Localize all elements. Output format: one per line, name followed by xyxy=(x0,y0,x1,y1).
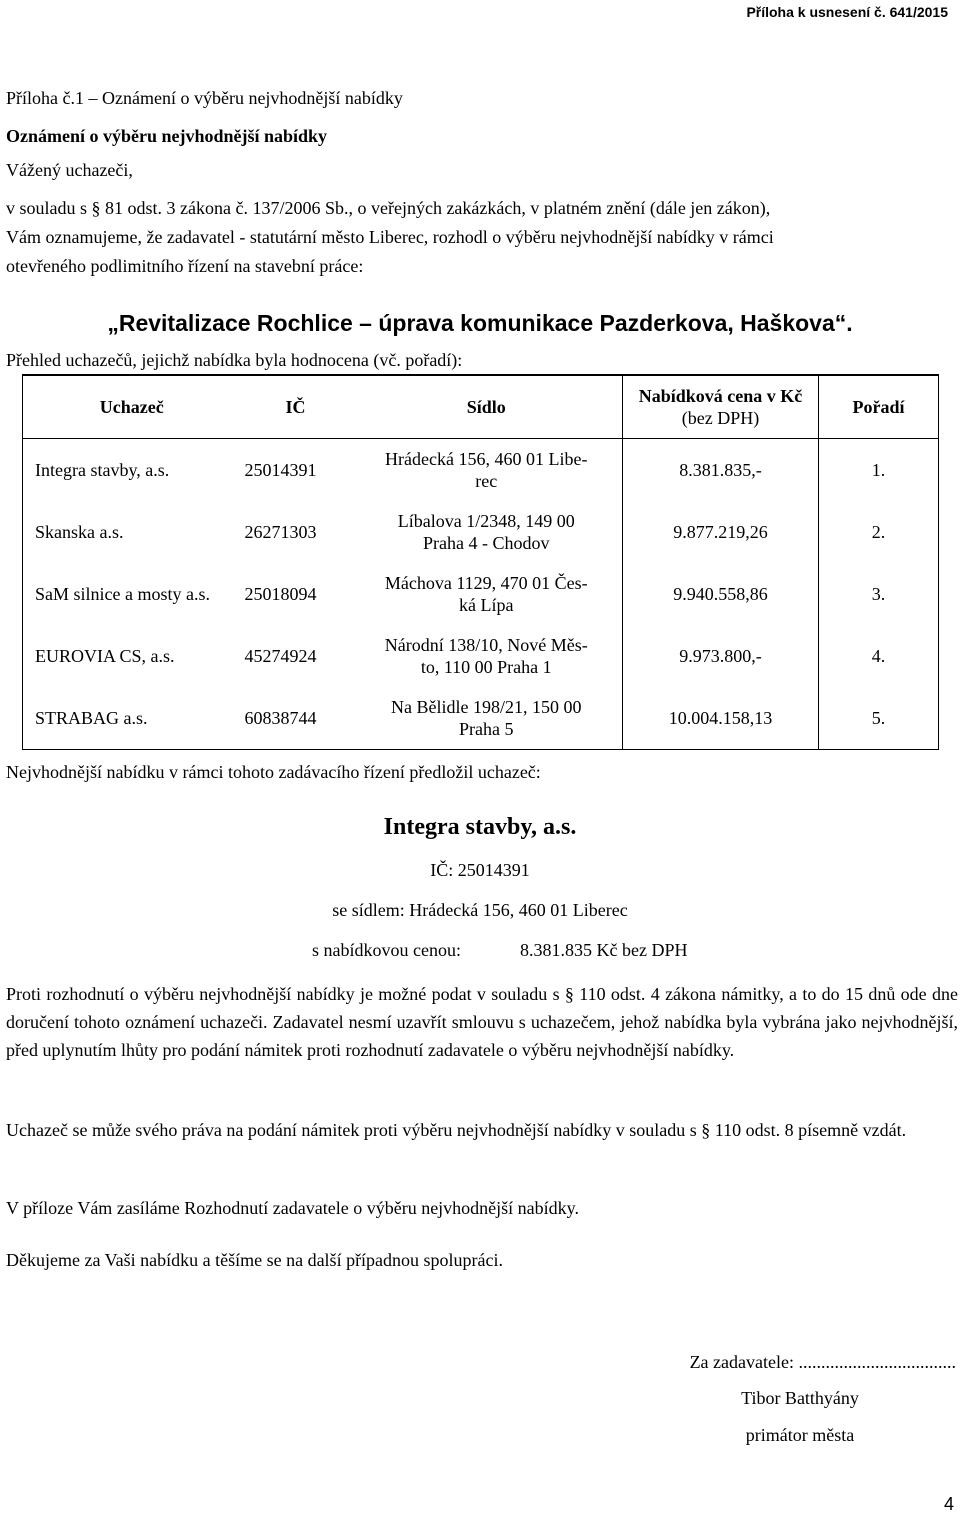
thanks-paragraph: Děkujeme za Vaši nabídku a těšíme se na další případnou spolupráci. xyxy=(6,1250,504,1270)
objection-paragraph: Proti rozhodnutí o výběru nejvhodnější nabídky je možné podat v souladu s § 110 odst. 4 zákona námitky, a to do 15 dnů ode dne doručení tohoto oznámení uchazeči. Zadavatel nesmí uzavřít smlouvu s uchazečem, jehož nabídka byla vybrána jako nejvhodnější, před uplynutím lhůty pro podání námitek proti rozhodnutí zadavatele o výběru nejvhodnější nabídky. xyxy=(6,984,958,1060)
attachment-title: Příloha č.1 – Oznámení o výběru nejvhodnější nabídky xyxy=(6,88,403,108)
overview-label: Přehled uchazečů, jejichž nabídka byla hodnocena (vč. pořadí): xyxy=(6,350,463,370)
bidder-ic: 60838744 xyxy=(241,687,351,750)
bid-price: 9.973.800,- xyxy=(623,625,819,687)
bidder-name-text: SaM silnice a mosty a.s. xyxy=(35,584,210,604)
attachment-paragraph: V příloze Vám zasíláme Rozhodnutí zadavatele o výběru nejvhodnější nabídky. xyxy=(6,1198,580,1218)
seat-line-2: Praha 5 xyxy=(459,719,514,739)
bidder-ic: 26271303 xyxy=(244,522,317,542)
bidder-name: Integra stavby, a.s. xyxy=(23,439,241,502)
bid-price: 10.004.158,13 xyxy=(623,687,819,750)
header-rank: Pořadí xyxy=(819,375,939,439)
bidder-name: EUROVIA CS, a.s. xyxy=(23,625,241,687)
table-row xyxy=(23,625,939,687)
waiver-paragraph: Uchazeč se může svého práva na podání námitek proti výběru nejvhodnější nabídky v souladu s § 110 odst. 8 písemně vzdát. xyxy=(6,1120,907,1140)
header-price-line-2: (bez DPH) xyxy=(681,408,760,428)
bid-rank: 3. xyxy=(819,563,939,625)
bid-rank: 2. xyxy=(819,501,939,563)
winner-seat: se sídlem: Hrádecká 156, 460 01 Liberec xyxy=(332,900,628,920)
seat-line-1: Hrádecká 156, 460 01 Libe- xyxy=(385,449,588,469)
bid-price: 9.940.558,86 xyxy=(623,563,819,625)
seat-line-1: Na Bělidle 198/21, 150 00 xyxy=(391,697,582,717)
intro-line-3: otevřeného podlimitního řízení na stavební práce: xyxy=(6,256,364,276)
winner-name: Integra stavby, a.s. xyxy=(383,814,577,840)
winner-price-label: s nabídkovou cenou: xyxy=(312,940,461,960)
signatory-role: primátor města xyxy=(745,1425,855,1445)
bidder-name xyxy=(23,563,241,625)
seat-line-2: to, 110 00 Praha 1 xyxy=(420,657,552,677)
header-seat: Sídlo xyxy=(351,375,623,439)
table-row xyxy=(23,687,939,750)
bid-rank: 4. xyxy=(819,625,939,687)
seat-line-2: Praha 4 - Chodov xyxy=(423,533,550,553)
bidder-seat xyxy=(351,439,623,502)
bidder-seat xyxy=(351,687,623,750)
winner-price-value: 8.381.835 Kč bez DPH xyxy=(520,940,688,960)
salutation: Vážený uchazeči, xyxy=(6,160,133,180)
bidder-ic: 25014391 xyxy=(244,460,317,480)
table-header-row xyxy=(23,375,939,439)
winner-ic: IČ: 25014391 xyxy=(430,860,530,880)
bidder-name: Skanska a.s. xyxy=(23,501,241,563)
page-number: 4 xyxy=(943,1494,954,1514)
seat-line-2: rec xyxy=(475,471,498,491)
bidder-seat xyxy=(351,563,623,625)
bidder-seat xyxy=(351,625,623,687)
header-price-line-1: Nabídková cena v Kč xyxy=(638,386,803,406)
signature-for-label: Za zadavatele: ................................... xyxy=(689,1352,956,1372)
header-ic: IČ xyxy=(241,375,351,439)
offers-table xyxy=(22,374,939,750)
bidder-ic: 25018094 xyxy=(244,584,317,604)
header-price xyxy=(623,375,819,439)
document-heading: Oznámení o výběru nejvhodnější nabídky xyxy=(6,126,328,146)
bidder-ic: 45274924 xyxy=(244,646,317,666)
seat-line-2: ká Lípa xyxy=(459,595,514,615)
seat-line-1: Líbalova 1/2348, 149 00 xyxy=(397,511,575,531)
bid-price: 9.877.219,26 xyxy=(623,501,819,563)
seat-line-1: Máchova 1129, 470 01 Čes- xyxy=(384,573,588,593)
signatory-name: Tibor Batthyány xyxy=(741,1388,859,1408)
header-bidder: Uchazeč xyxy=(23,375,241,439)
winner-intro: Nejvhodnější nabídku v rámci tohoto zadávacího řízení předložil uchazeč: xyxy=(6,762,541,782)
contract-title: „Revitalizace Rochlice – úprava komunikace Pazderkova, Haškova“. xyxy=(107,310,853,336)
bidder-name: STRABAG a.s. xyxy=(23,687,241,750)
table-row xyxy=(23,439,939,502)
bid-price: 8.381.835,- xyxy=(623,439,819,502)
bidder-seat xyxy=(351,501,623,563)
intro-line-1: v souladu s § 81 odst. 3 zákona č. 137/2006 Sb., o veřejných zakázkách, v platném znění (dále jen zákon), xyxy=(6,198,771,218)
attachment-reference: Příloha k usnesení č. 641/2015 xyxy=(746,4,948,20)
bid-rank: 1. xyxy=(819,439,939,502)
table-row xyxy=(23,563,939,625)
bid-rank: 5. xyxy=(819,687,939,750)
intro-line-2: Vám oznamujeme, že zadavatel - statutární město Liberec, rozhodl o výběru nejvhodnější nabídky v rámci xyxy=(6,227,774,247)
table-row xyxy=(23,501,939,563)
seat-line-1: Národní 138/10, Nové Měs- xyxy=(384,635,588,655)
